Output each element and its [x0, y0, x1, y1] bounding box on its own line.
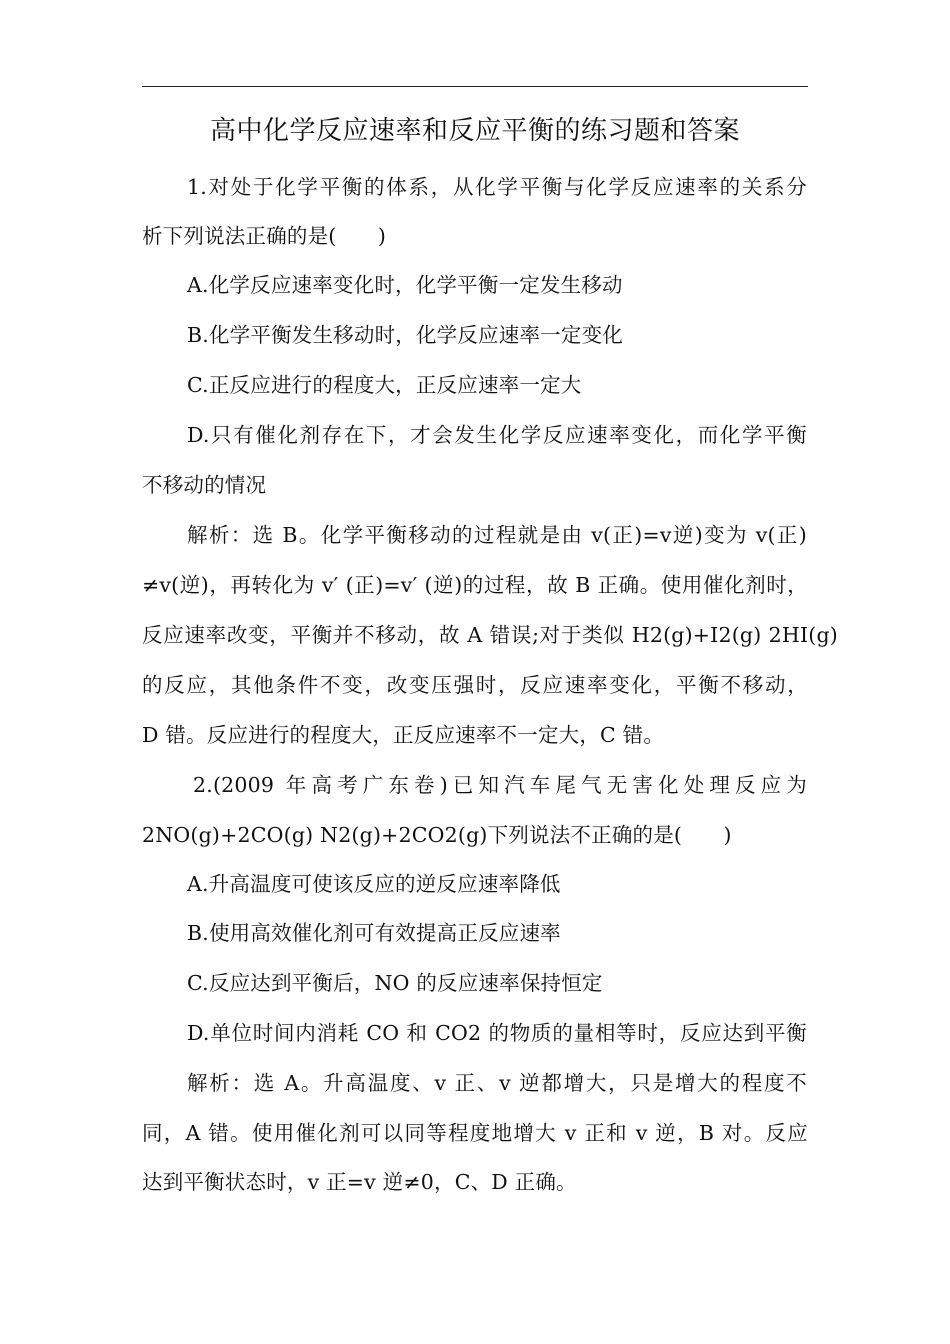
q1-option-a: A.化学反应速率变化时，化学平衡一定发生移动 — [187, 273, 623, 297]
q1-stem-line-2: 析下列说法正确的是( ) — [142, 224, 387, 248]
q1-analysis-line-1: 解析：选 B。化学平衡移动的过程就是由 v(正)=v逆)变为 v(正) — [187, 523, 807, 547]
document-title: 高中化学反应速率和反应平衡的练习题和答案 — [209, 116, 740, 146]
q1-analysis-line-5: D 错。反应进行的程度大，正反应速率不一定大，C 错。 — [142, 723, 665, 747]
q1-option-c: C.正反应进行的程度大，正反应速率一定大 — [187, 373, 582, 397]
q1-analysis-line-4: 的反应，其他条件不变，改变压强时，反应速率变化，平衡不移动， — [142, 673, 808, 697]
q1-analysis-line-2: ≠v(逆)，再转化为 v′ (正)=v′ (逆)的过程，故 B 正确。使用催化剂时， — [142, 573, 808, 597]
q2-stem-line-2: 2NO(g)+2CO(g) N2(g)+2CO2(g)下列说法不正确的是( ) — [142, 823, 732, 847]
q1-option-d-line-1: D.只有催化剂存在下，才会发生化学反应速率变化，而化学平衡 — [187, 423, 807, 447]
q2-option-b: B.使用高效催化剂可有效提高正反应速率 — [187, 921, 561, 945]
q2-analysis-line-3: 达到平衡状态时，v 正=v 逆≠0，C、D 正确。 — [142, 1170, 577, 1194]
q2-analysis-line-1: 解析：选 A。升高温度、v 正、v 逆都增大，只是增大的程度不 — [187, 1071, 807, 1095]
q1-analysis-line-3: 反应速率改变，平衡并不移动，故 A 错误;对于类似 H2(g)+I2(g) 2HI(g) — [142, 623, 838, 647]
q1-option-d-line-2: 不移动的情况 — [142, 473, 267, 497]
q1-option-b: B.化学平衡发生移动时，化学反应速率一定变化 — [187, 323, 623, 347]
q2-option-a: A.升高温度可使该反应的逆反应速率降低 — [187, 872, 561, 896]
q2-option-c: C.反应达到平衡后，NO 的反应速率保持恒定 — [187, 971, 603, 995]
q2-option-d: D.单位时间内消耗 CO 和 CO2 的物质的量相等时，反应达到平衡 — [187, 1021, 807, 1045]
q2-stem-line-1: 2.(2009 年高考广东卷)已知汽车尾气无害化处理反应为 — [193, 773, 807, 797]
header-rule — [142, 86, 808, 87]
q2-analysis-line-2: 同，A 错。使用催化剂可以同等程度地增大 v 正和 v 逆，B 对。反应 — [142, 1121, 808, 1145]
q1-stem-line-1: 1.对处于化学平衡的体系，从化学平衡与化学反应速率的关系分 — [187, 175, 807, 199]
